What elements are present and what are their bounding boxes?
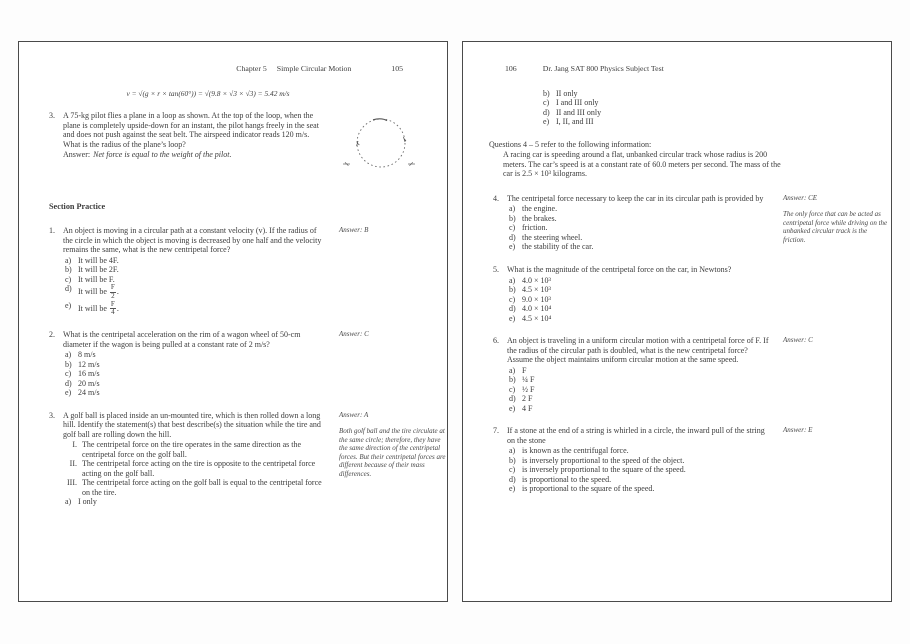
option-letter: c) — [65, 369, 72, 378]
question-number: 5. — [493, 265, 499, 275]
option-letter: e) — [65, 388, 72, 397]
option-text: 9.0 × 10³ — [522, 294, 551, 304]
question-block — [493, 194, 891, 253]
option-text: 4.0 × 10⁴ — [522, 304, 552, 314]
option-text: the stability of the car. — [522, 242, 594, 251]
option-letter: b) — [509, 213, 516, 223]
answer-option — [509, 475, 771, 485]
option-letter: d) — [65, 378, 72, 388]
option-text: is inversely proportional to the speed of the object. — [522, 455, 685, 465]
question-main-column — [49, 330, 327, 398]
right-page-header — [505, 64, 891, 74]
question-number: 6. — [493, 336, 499, 346]
option-text: 24 m/s — [78, 388, 100, 397]
option-letter: c) — [509, 294, 516, 304]
answer-option — [65, 301, 327, 318]
book-title: Dr. Jang SAT 800 Physics Subject Test — [542, 64, 664, 73]
option-text: F — [522, 365, 527, 375]
option-text: 4 F — [522, 403, 533, 413]
answer-option — [509, 484, 771, 494]
answer-column — [339, 226, 447, 317]
answer-option — [509, 314, 771, 324]
answer-option — [509, 242, 771, 252]
answer-option — [509, 394, 771, 404]
section-practice-questions — [19, 226, 447, 507]
statement-numeral: III. — [67, 478, 77, 487]
option-list — [493, 276, 771, 324]
option-text: It will be $\frac{F}{2}$ . — [78, 283, 119, 300]
question-text: A golf ball is placed inside an un-mounted tire, which is then rolled down a long hill. Identify the statement(s) that best describe(s) the situation while the tire and golf ball are rolling down the hill. — [63, 410, 321, 439]
statement-numeral: I. — [72, 440, 77, 449]
left-page-header — [19, 64, 403, 74]
option-list — [49, 256, 327, 318]
option-letter: a) — [509, 365, 516, 375]
option-letter: a) — [65, 350, 72, 359]
option-text: 8 m/s — [78, 350, 96, 359]
answer-option — [543, 108, 891, 118]
question-text: The centripetal force necessary to keep the car in its circular path is provided by — [507, 193, 764, 203]
answer-explanation: Both golf ball and the tire circulate at the same circle; therefore, they have the same direction of the centripetal forces. But their centripetal forces are different because of their mass differences. — [339, 427, 446, 479]
statement-text: The centripetal force acting on the golf ball is equal to the centripetal force on the tire. — [82, 478, 322, 497]
question-number: 2. — [49, 330, 55, 339]
answer-option — [509, 276, 771, 286]
answer-option — [509, 446, 771, 456]
question-block — [49, 226, 447, 317]
answer-option — [543, 98, 891, 108]
option-letter: d) — [543, 107, 550, 117]
option-letter: a) — [509, 275, 516, 285]
answer-option — [509, 233, 771, 243]
roman-statement — [65, 459, 327, 478]
answer-option — [509, 385, 771, 395]
question-text: A 75-kg pilot flies a plane in a loop as shown. At the top of the loop, when the plane is completely upside-down for an instant, the pilot hangs freely in the seat and does not push against the seat belt. The airspeed indicator reads 120 m/s. What is the radius of the plane’s loop? — [63, 111, 319, 149]
question-block — [49, 330, 447, 398]
option-text: 16 m/s — [78, 369, 100, 378]
page-right — [462, 41, 892, 602]
answer-label: Answer: B — [339, 226, 369, 234]
answer-label: Answer: — [63, 150, 91, 159]
section-title: Section Practice — [49, 201, 106, 211]
option-letter: e) — [509, 403, 516, 413]
page-number: 105 — [391, 64, 403, 73]
option-text: is proportional to the speed. — [522, 474, 612, 484]
answer-label: Answer: C — [783, 336, 813, 345]
question-main-column — [493, 194, 771, 253]
option-text: ½ F — [522, 384, 535, 394]
answer-label: Answer: C — [339, 330, 369, 338]
option-letter: a) — [65, 255, 72, 265]
chapter-title: Simple Circular Motion — [276, 64, 352, 73]
loop-diagram-svg — [337, 115, 423, 177]
question-text: What is the centripetal acceleration on the rim of a wagon wheel of 50-cm diameter if the wagon is being pulled at a constant rate of 2 m/s? — [63, 330, 301, 349]
info-block-title: Questions 4 – 5 refer to the following information: — [489, 139, 652, 149]
option-text: I and III only — [556, 98, 599, 107]
answer-option — [543, 89, 891, 99]
option-text: is inversely proportional to the square of the speed. — [522, 465, 686, 475]
plane-loop-diagram — [337, 111, 437, 180]
answer-option — [509, 285, 771, 295]
statement-list — [49, 440, 327, 497]
option-letter: d) — [509, 474, 516, 484]
option-text: It will be 2F. — [78, 265, 119, 274]
statement-numeral: II. — [69, 459, 77, 468]
option-letter: b) — [65, 359, 72, 369]
option-letter: c) — [543, 98, 550, 107]
option-text: II and III only — [556, 107, 602, 117]
question-number: 1. — [49, 226, 55, 235]
answer-option — [65, 275, 327, 285]
question-text: An object is traveling in a uniform circular motion with a centripetal force of F. If the radius of the circular path is doubled, what is the new centripetal force? Assume the object maintains uniform circular motion at the same speed. — [507, 336, 769, 365]
answer-option — [509, 204, 771, 214]
option-letter: e) — [509, 484, 516, 494]
example-main-column — [49, 111, 327, 180]
answer-option — [509, 375, 771, 385]
option-letter: b) — [509, 375, 516, 385]
question-number: 3. — [49, 410, 55, 420]
option-text: 4.5 × 10⁴ — [522, 313, 552, 323]
option-letter: b) — [509, 285, 516, 295]
answer-column — [339, 330, 447, 398]
answer-explanation: The only force that can be acted as centripetal force while driving on the unbanked circular track is the friction. — [783, 210, 888, 244]
option-text: 4.5 × 10³ — [522, 285, 551, 295]
question-main-column — [493, 426, 771, 494]
option-text: is known as the centrifugal force. — [522, 446, 629, 456]
answer-column — [783, 336, 891, 413]
answer-option — [65, 388, 327, 398]
worked-equation: v = √(g × r × tan(60°)) = √(9.8 × √3 × √3) = 5.42 m/s — [126, 88, 290, 98]
answer-option — [65, 265, 327, 275]
question-main-column — [49, 226, 327, 317]
option-letter: d) — [65, 284, 72, 293]
option-letter: c) — [65, 274, 72, 284]
option-letter: b) — [509, 455, 516, 465]
info-block-text: A racing car is speeding around a flat, unbanked circular track whose radius is 200 meters. The car’s speed is at a constant rate of 60.0 meters per second. The mass of the car is 2.5 × 10³ kilograms. — [503, 150, 781, 178]
option-letter: a) — [509, 446, 516, 456]
question-block — [493, 426, 891, 494]
option-letter: a) — [65, 497, 72, 506]
question-main-column — [49, 411, 327, 507]
answer-column — [783, 194, 891, 253]
option-list — [49, 497, 327, 507]
option-letter: b) — [543, 88, 550, 98]
answer-option — [65, 497, 327, 507]
option-text: friction. — [522, 223, 548, 232]
option-text: ¼ F — [522, 375, 535, 385]
question-number: 3. — [49, 111, 55, 120]
option-letter: c) — [509, 223, 516, 232]
option-text: 2 F — [522, 394, 533, 404]
option-list — [493, 204, 771, 252]
answer-option — [65, 379, 327, 389]
question-block — [493, 265, 891, 323]
info-block — [463, 140, 891, 179]
option-letter: c) — [509, 384, 516, 394]
question-block — [49, 411, 447, 507]
answer-option — [509, 456, 771, 466]
answer-label: Answer: A — [339, 410, 369, 419]
option-text: the engine. — [522, 204, 558, 213]
roman-statement — [65, 440, 327, 459]
option-letter: b) — [65, 265, 72, 274]
question-number: 4. — [493, 193, 499, 203]
statement-text: The centripetal force acting on the tire is opposite to the centripetal force acting on the golf ball. — [82, 459, 316, 478]
example-problem — [49, 111, 447, 180]
option-text: 4.0 × 10³ — [522, 275, 551, 285]
question-text: What is the magnitude of the centripetal force on the car, in Newtons? — [507, 265, 732, 275]
question-text: An object is moving in a circular path at a constant velocity (v). If the radius of the circle in which the object is moving is decreased by one half and the velocity remains the same, what is the new centripetal force? — [63, 226, 322, 254]
answer-option — [509, 404, 771, 414]
statement-text: The centripetal force on the tire operates in the same direction as the centripetal force on the golf ball. — [82, 440, 302, 459]
option-letter: e) — [543, 117, 550, 126]
answer-note: Net force is equal to the weight of the pilot. — [93, 150, 232, 159]
option-letter: d) — [509, 232, 516, 242]
answer-option — [509, 214, 771, 224]
answer-option — [509, 223, 771, 233]
answer-option — [509, 465, 771, 475]
option-list — [49, 350, 327, 398]
answer-option — [509, 366, 771, 376]
answer-option — [65, 360, 327, 370]
question-text: If a stone at the end of a string is whirled in a circle, the inward pull of the string on the stone — [507, 426, 765, 445]
option-text: I only — [78, 497, 97, 506]
option-text: It will be F. — [78, 274, 115, 284]
option-text: 12 m/s — [78, 359, 100, 369]
answer-option — [65, 256, 327, 266]
answer-option — [65, 284, 327, 301]
answer-option — [509, 295, 771, 305]
option-letter: a) — [509, 204, 516, 213]
option-list — [493, 366, 771, 414]
option-text: It will be $\frac{F}{4}$ . — [78, 299, 119, 317]
option-letter: e) — [509, 242, 516, 251]
option-letter: d) — [509, 394, 516, 404]
answer-option — [543, 117, 891, 127]
question-main-column — [493, 265, 771, 323]
option-text: I, II, and III — [556, 117, 594, 126]
question-number: 7. — [493, 426, 499, 436]
right-page-questions — [463, 194, 891, 494]
page-left — [18, 41, 448, 602]
question-main-column — [493, 336, 771, 413]
question-block — [493, 336, 891, 413]
option-text: the brakes. — [522, 213, 557, 223]
roman-statement — [65, 478, 327, 497]
continued-options — [527, 89, 891, 127]
option-text: the steering wheel. — [522, 232, 583, 242]
option-text: II only — [556, 88, 578, 98]
option-letter: c) — [509, 465, 516, 475]
answer-option — [509, 304, 771, 314]
answer-column — [783, 265, 891, 323]
answer-label: Answer: CE — [783, 193, 818, 202]
option-text: is proportional to the square of the speed. — [522, 484, 655, 494]
example-answer-line — [63, 150, 327, 160]
answer-option — [65, 350, 327, 360]
option-letter: e) — [509, 313, 516, 323]
option-list — [493, 446, 771, 494]
option-letter: e) — [65, 300, 72, 310]
page-number: 106 — [505, 64, 517, 73]
option-text: 20 m/s — [78, 378, 100, 388]
answer-label: Answer: E — [783, 426, 813, 435]
option-text: It will be 4F. — [78, 255, 119, 265]
answer-option — [65, 369, 327, 379]
answer-column — [783, 426, 891, 494]
answer-column — [339, 411, 447, 507]
chapter-label: Chapter 5 — [236, 64, 267, 73]
option-letter: d) — [509, 304, 516, 314]
